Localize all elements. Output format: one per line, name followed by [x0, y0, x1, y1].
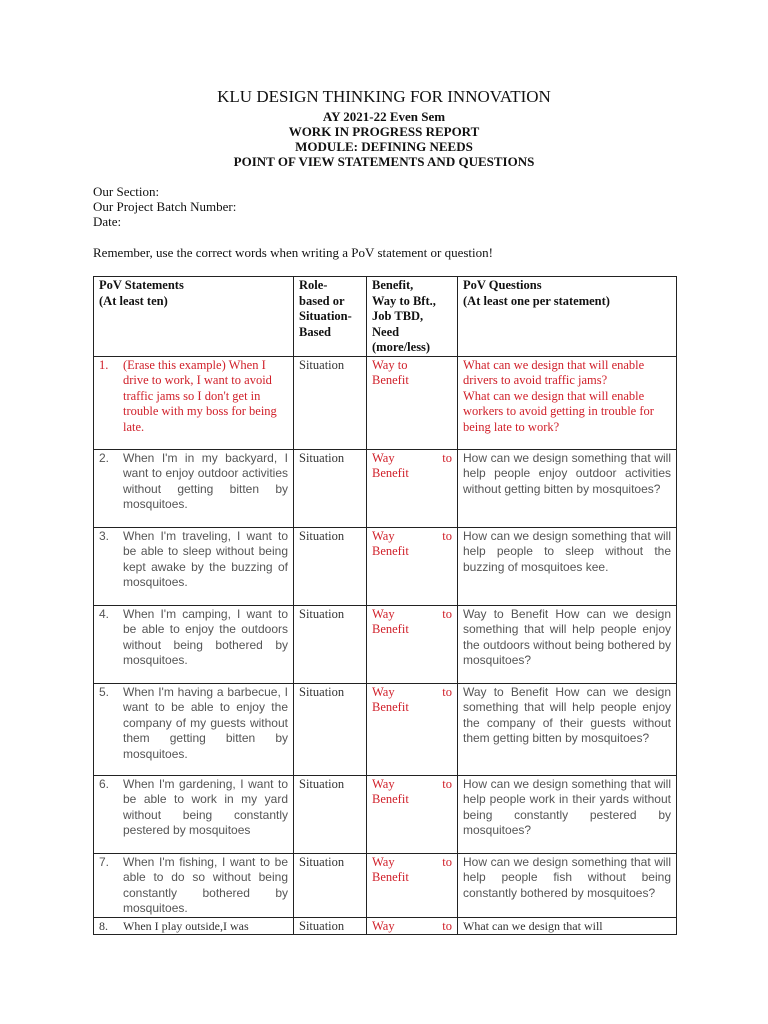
pov-question-cell: [458, 527, 677, 605]
role-situation-cell: Situation: [294, 853, 367, 917]
role-situation-cell: Situation: [294, 527, 367, 605]
benefit-line-2: Benefit: [372, 466, 409, 480]
pov-statement-text: (Erase this example) When I drive to work, I want to avoid traffic jams so I don't get in trouble with my boss for being late.: [123, 357, 277, 434]
pov-statement-cell: [94, 449, 294, 527]
section-field: Our Section:: [93, 184, 160, 199]
table-row: [94, 449, 677, 527]
table-row: [94, 917, 677, 935]
benefit-line-1: [372, 685, 452, 701]
pov-question-text: Way to Benefit How can we design something that will help people enjoy the company of their guests without them getting bitten by mosquitoes?: [463, 684, 671, 745]
pov-question-cell: [458, 853, 677, 917]
date-field: Date:: [93, 214, 122, 229]
benefit-word: Way: [372, 606, 395, 621]
row-number: 1.: [99, 357, 109, 372]
report-type: WORK IN PROGRESS REPORT: [288, 124, 480, 139]
pov-table: [93, 276, 677, 935]
benefit-line-1: Way to: [372, 357, 408, 372]
benefit-line-1: [372, 451, 452, 467]
header-line: Way to Bft.,: [372, 293, 436, 308]
benefit-word: Way: [372, 528, 395, 543]
topic-heading: POINT OF VIEW STATEMENTS AND QUESTIONS: [233, 154, 535, 169]
pov-question-text: What can we design that will: [463, 918, 603, 933]
benefit-type-cell: [367, 527, 458, 605]
pov-question-text: How can we design something that will help people enjoy outdoor activities without getting bitten by mosquitoes?: [463, 450, 671, 496]
benefit-word: to: [442, 450, 452, 465]
benefit-type-cell: [367, 683, 458, 775]
pov-statement-cell: [94, 527, 294, 605]
pov-question-text: Way to Benefit How can we design something that will help people enjoy the outdoors without being bothered by mosquitoes?: [463, 606, 671, 667]
pov-statement-text: When I'm in my backyard, I want to enjoy outdoor activities without getting bitten by mosquitoes.: [123, 450, 288, 511]
header-line: Need: [372, 324, 400, 339]
benefit-word: to: [442, 854, 452, 869]
row-number: 7.: [99, 854, 110, 869]
header-line: based or: [299, 293, 345, 308]
benefit-word: Way: [372, 684, 395, 699]
pov-statement-cell: [94, 605, 294, 683]
benefit-type-cell: [367, 853, 458, 917]
benefit-line-2: Benefit: [372, 700, 409, 714]
benefit-word: Way: [372, 918, 395, 933]
table-row: [94, 775, 677, 853]
header-line: PoV Statements: [99, 278, 184, 292]
pov-question-text: How can we design something that will help people work in their yards without being constantly pestered by mosquitoes?: [463, 776, 671, 837]
pov-question-text: How can we design something that will help people fish without being constantly bothered by mosquitoes?: [463, 854, 671, 900]
table-row: [94, 683, 677, 775]
pov-statement-text: When I'm having a barbecue, I want to be able to enjoy the company of my guests without them getting bitten by mosquitoes.: [123, 684, 288, 761]
pov-statement-text: When I'm camping, I want to be able to enjoy the outdoors without being bothered by mosquitoes.: [123, 606, 288, 667]
header-pov-questions: [458, 277, 677, 357]
pov-statement-cell: [94, 775, 294, 853]
pov-question-text-2: What can we design that will enable workers to avoid getting in trouble for being late to work?: [463, 388, 654, 434]
role-situation-cell: Situation: [294, 775, 367, 853]
benefit-word: to: [442, 918, 452, 933]
pov-question-cell: [458, 917, 677, 935]
header-line: (At least ten): [99, 293, 168, 308]
benefit-line-2: Benefit: [372, 373, 409, 387]
table-row: [94, 605, 677, 683]
pov-question-text: How can we design something that will help people to sleep without the buzzing of mosquitoes kee.: [463, 528, 671, 574]
pov-statement-cell: [94, 853, 294, 917]
module-name: MODULE: DEFINING NEEDS: [295, 139, 473, 154]
pov-question-cell: [458, 683, 677, 775]
table-row: [94, 853, 677, 917]
benefit-word: Way: [372, 854, 395, 869]
pov-statement-cell: [94, 683, 294, 775]
role-situation-cell: Situation: [294, 449, 367, 527]
pov-question-cell: [458, 449, 677, 527]
reminder-note: Remember, use the correct words when writing a PoV statement or question!: [93, 245, 493, 260]
benefit-word: to: [442, 606, 452, 621]
benefit-type-cell: [367, 917, 458, 935]
table-row: [94, 527, 677, 605]
row-number: 8.: [99, 918, 108, 933]
document-title: KLU DESIGN THINKING FOR INNOVATION: [217, 87, 551, 106]
benefit-line-2: Benefit: [372, 544, 409, 558]
pov-question-text: What can we design that will enable drivers to avoid traffic jams?: [463, 357, 645, 387]
benefit-word: to: [442, 776, 452, 791]
pov-question-cell: [458, 775, 677, 853]
header-line: Role-: [299, 278, 328, 292]
row-number: 3.: [99, 528, 110, 543]
benefit-type-cell: [367, 449, 458, 527]
header-line: PoV Questions: [463, 278, 542, 292]
pov-statement-text: When I'm fishing, I want to be able to do so without being constantly bothered by mosquitoes.: [123, 854, 288, 915]
benefit-word: to: [442, 684, 452, 699]
role-situation-cell: Situation: [294, 683, 367, 775]
benefit-word: Way: [372, 450, 395, 465]
benefit-type-cell: [367, 775, 458, 853]
header-role-situation: [294, 277, 367, 357]
pov-question-cell: [458, 356, 677, 449]
role-situation-cell: Situation: [294, 356, 367, 449]
row-number: 5.: [99, 684, 110, 699]
role-situation-cell: Situation: [294, 605, 367, 683]
header-line: Situation-: [299, 309, 352, 323]
benefit-line-1: [372, 919, 452, 935]
table-header-row: [94, 277, 677, 357]
benefit-line-1: [372, 529, 452, 545]
header-benefit-type: [367, 277, 458, 357]
pov-statement-text: When I play outside,I was: [123, 918, 249, 933]
benefit-line-1: [372, 777, 452, 793]
pov-statement-text: When I'm gardening, I want to be able to work in my yard without being constantly pestered by mosquitoes: [123, 776, 288, 837]
header-line: Based: [299, 324, 331, 339]
benefit-line-2: Benefit: [372, 792, 409, 806]
header-line: (At least one per statement): [463, 293, 610, 308]
table-row: [94, 356, 677, 449]
benefit-line-2: Benefit: [372, 870, 409, 884]
benefit-type-cell: [367, 356, 458, 449]
batch-number-field: Our Project Batch Number:: [93, 199, 237, 214]
benefit-line-2: Benefit: [372, 622, 409, 636]
row-number: 2.: [99, 450, 110, 465]
header-pov-statements: [94, 277, 294, 357]
benefit-word: to: [442, 528, 452, 543]
benefit-line-1: [372, 855, 452, 871]
row-number: 6.: [99, 776, 110, 791]
role-situation-cell: Situation: [294, 917, 367, 935]
benefit-line-1: [372, 607, 452, 623]
header-line: Benefit,: [372, 278, 414, 292]
pov-statement-text: When I'm traveling, I want to be able to sleep without being kept awake by the buzzing of mosquitoes.: [123, 528, 288, 589]
academic-year: AY 2021-22 Even Sem: [322, 109, 446, 124]
benefit-word: Way: [372, 776, 395, 791]
benefit-type-cell: [367, 605, 458, 683]
pov-question-cell: [458, 605, 677, 683]
header-line: Job TBD,: [372, 309, 424, 323]
pov-statement-cell: [94, 917, 294, 935]
pov-statement-cell: [94, 356, 294, 449]
row-number: 4.: [99, 606, 110, 621]
header-line: (more/less): [372, 340, 431, 354]
